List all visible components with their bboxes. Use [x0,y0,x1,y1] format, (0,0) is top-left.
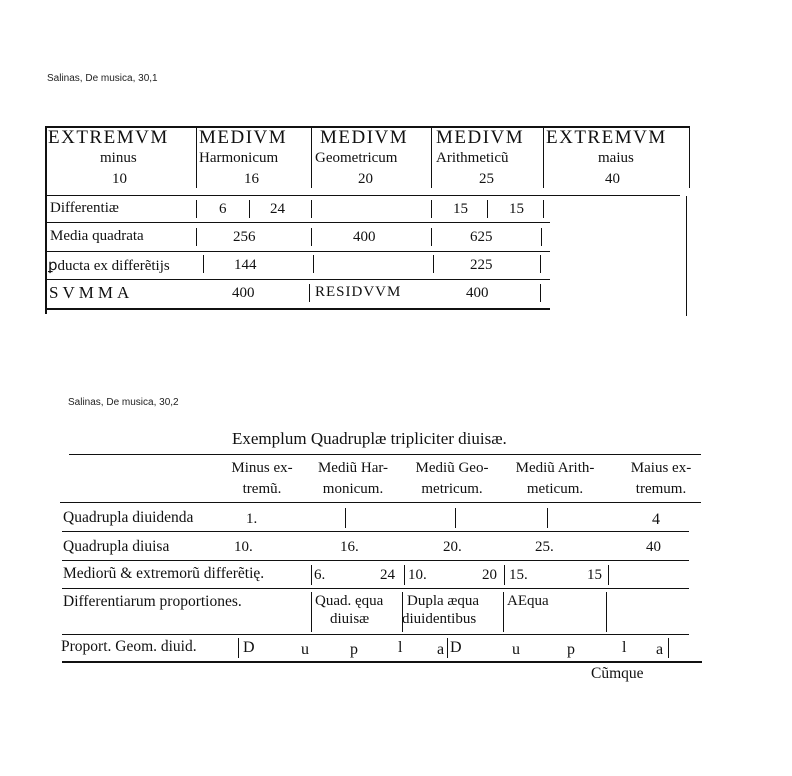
fig1-r4-residuum: RESIDVVM [315,284,402,300]
fig1-r2-bar-c [431,228,432,246]
fig2-row-geom-label: Proport. Geom. diuid. [61,638,197,655]
fig2-header-3-line1: Mediũ Geo- [415,460,489,476]
fig1-header-title-2: MEDIVM [199,127,288,148]
figure-1-caption: Salinas, De musica, 30,1 [47,73,158,84]
fig2-header-2 [303,458,403,500]
fig1-r2-geom: 400 [353,229,376,245]
fig2-header-2-line1: Mediũ Har- [317,460,389,476]
fig1-header-title-3: MEDIVM [320,127,409,148]
fig2-r3-v5: 15. [509,567,528,583]
fig1-r4-bar-b [540,284,541,302]
fig2-r2-v1: 10. [234,539,253,555]
figure-2-caption: Salinas, De musica, 30,2 [68,397,179,408]
fig1-header-num-2: 16 [244,171,259,187]
fig2-r4-c1-line2: diuisæ [330,611,370,627]
fig2-r5-letter-7: u [512,641,520,658]
fig2-r1-bar-c [547,508,548,528]
fig1-header-sub-5: maius [598,150,634,166]
fig2-r5-letter-8: p [567,641,575,658]
fig1-r1-bar-f [543,200,544,218]
fig2-r2-v2: 16. [340,539,359,555]
fig2-r1-v5: 4 [652,511,660,528]
fig2-row-proportiones-label: Differentiarum proportiones. [63,593,242,610]
fig1-header-sub-4: Arithmeticũ [436,150,509,166]
fig2-r5-letter-1: D [243,639,255,656]
fig2-catchword: Cũmque [591,665,644,682]
fig2-r3-v6: 15 [587,567,602,583]
fig2-header-1-line2: tremũ. [242,481,282,497]
fig2-r5-letter-6: D [450,639,462,656]
fig1-r3-bar-a [203,255,204,273]
fig1-r1-bar-b [249,200,250,218]
fig2-r5-bar-b [447,638,448,658]
fig2-header-3-line2: metricum. [421,481,483,497]
fig1-r1-arith-left: 15 [453,201,468,217]
fig2-r3-bar-c [504,565,505,585]
fig1-r2-bar-d [541,228,542,246]
fig1-row-rule-3 [47,279,550,280]
fig1-r2-bar-a [196,228,197,246]
fig1-r3-bar-c [433,255,434,273]
fig1-r1-arith-right: 15 [509,201,524,217]
fig1-r3-bar-d [540,255,541,273]
fig1-bottom-rule [47,308,550,310]
fig2-r4-bar-c [503,592,504,632]
fig2-row-rule-3 [62,588,689,589]
fig1-right-border-header [689,128,690,188]
fig2-r4-bar-d [606,592,607,632]
fig1-r1-harm-left: 6 [219,201,227,217]
fig1-r3-arith: 225 [470,257,493,273]
fig2-row-rule-4 [62,634,689,635]
fig1-r4-bar-a [309,284,310,302]
fig2-r4-c2-line1: Dupla æqua [407,593,480,609]
fig2-r5-letter-5: a [437,641,445,658]
fig2-header-4-line2: meticum. [526,481,584,497]
fig1-header-num-3: 20 [358,171,373,187]
fig2-r5-bar-a [238,638,239,658]
fig1-r2-bar-b [311,228,312,246]
fig2-header-4 [503,458,607,500]
fig1-col-divider-2 [311,128,312,188]
fig2-r5-bar-c [668,638,669,658]
fig1-header-title-4: MEDIVM [436,127,525,148]
fig2-header-2-line2: monicum. [322,481,384,497]
fig1-header-num-4: 25 [479,171,494,187]
fig2-r3-bar-a [311,565,312,585]
fig2-r1-bar-a [345,508,346,528]
fig2-r3-v3: 10. [408,567,427,583]
fig2-r3-v2: 24 [380,567,395,583]
fig1-r4-arith: 400 [466,285,489,301]
fig2-row-dividenda-label: Quadrupla diuidenda [63,509,194,526]
fig1-row-rule-1 [47,222,550,223]
fig1-row-rule-2 [47,251,550,252]
fig2-header-5-line1: Maius ex- [630,460,692,476]
fig1-r1-bar-c [311,200,312,218]
fig1-row-media-label: Media quadrata [50,228,144,244]
fig2-r3-v4: 20 [482,567,497,583]
fig1-right-border-body [686,196,687,316]
fig1-col-divider-3 [431,128,432,188]
fig1-r2-arith: 625 [470,229,493,245]
fig2-r5-letter-9: l [622,639,627,656]
fig2-row-rule-1 [62,531,689,532]
fig2-r2-v5: 40 [646,539,661,555]
fig1-left-border [45,126,47,314]
fig1-col-divider-4 [543,128,544,188]
fig1-header-sub-1: minus [100,150,137,166]
fig1-header-title-1: EXTREMVM [48,127,169,148]
fig2-header-1 [217,458,307,500]
fig1-row-summa-label: SVMMA [49,283,134,302]
fig2-header-5-line2: tremum. [635,481,687,497]
fig1-r3-bar-b [313,255,314,273]
fig1-row-differentiae-label: Differentiæ [50,200,119,216]
fig1-r1-bar-e [487,200,488,218]
fig1-header-rule [47,195,680,196]
fig2-r1-bar-b [455,508,456,528]
fig2-r3-v1: 6. [314,567,326,583]
fig2-r2-v4: 25. [535,539,554,555]
fig2-row-differentiae-label: Mediorũ & extremorũ differẽtię. [63,565,265,582]
fig1-col-divider-1 [196,128,197,188]
fig1-header-title-5: EXTREMVM [546,127,667,148]
fig2-title: Exemplum Quadruplæ tripliciter diuisæ. [232,429,507,448]
fig2-r4-c2-line2: diuidentibus [402,611,477,627]
fig1-r3-harm: 144 [234,257,257,273]
fig2-row-divisa-label: Quadrupla diuisa [63,538,170,555]
fig2-header-4-line1: Mediũ Arith- [515,460,595,476]
fig2-header-5 [616,458,706,500]
fig2-header-3 [402,458,502,500]
fig2-row-rule-2 [62,560,689,561]
fig2-top-rule [69,454,701,455]
fig2-header-1-line1: Minus ex- [231,460,293,476]
fig2-r5-letter-4: l [398,639,403,656]
fig1-header-num-5: 40 [605,171,620,187]
fig1-r2-harm: 256 [233,229,256,245]
fig1-header-num-1: 10 [112,171,127,187]
fig1-row-producta-label: ꝑducta ex differẽtijs [48,258,170,274]
fig2-r2-v3: 20. [443,539,462,555]
fig1-r1-bar-a [196,200,197,218]
fig2-r5-letter-10: a [656,641,664,658]
fig2-r5-letter-3: p [350,641,358,658]
fig2-r3-bar-b [404,565,405,585]
fig1-header-sub-2: Harmonicum [199,150,279,166]
fig2-r4-c3: AEqua [507,593,549,609]
fig1-r1-bar-d [431,200,432,218]
fig1-header-sub-3: Geometricum [315,150,398,166]
fig2-r4-c1-line1: Quad. ęqua [315,593,384,609]
fig2-r1-v1: 1. [246,511,258,527]
fig2-header-rule [60,502,701,503]
fig2-r5-letter-2: u [301,641,309,658]
fig2-r3-bar-d [608,565,609,585]
fig1-r4-harm: 400 [232,285,255,301]
fig1-r1-harm-right: 24 [270,201,285,217]
fig2-r4-bar-a [311,592,312,632]
fig2-bottom-rule [62,661,702,663]
